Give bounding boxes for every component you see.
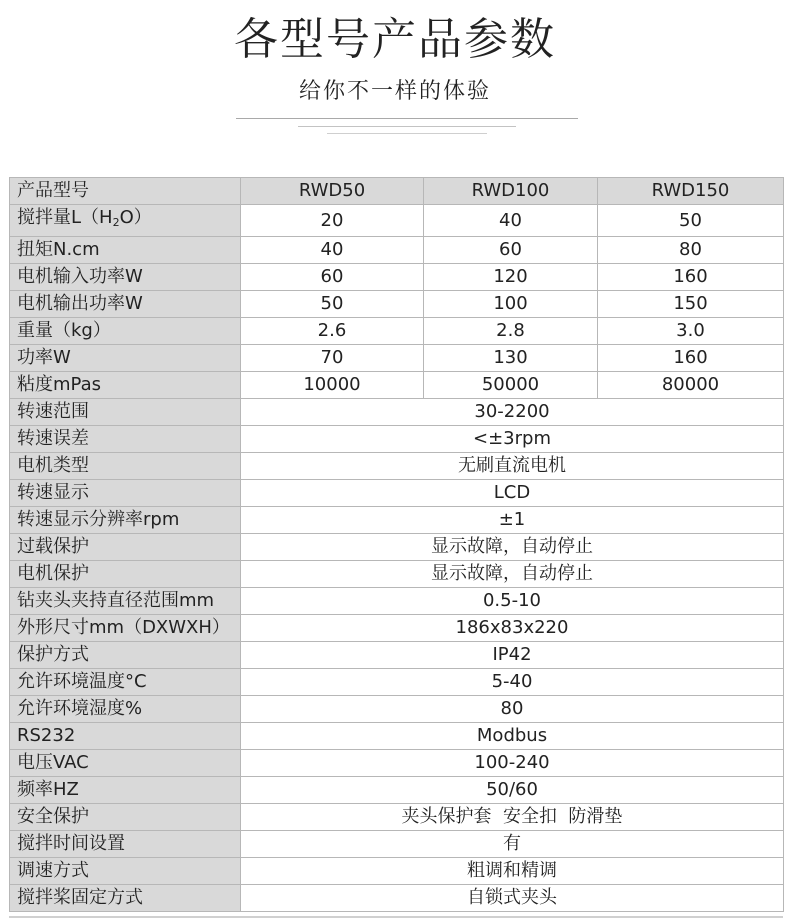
table-row: [10, 696, 784, 723]
row-label: 搅拌时间设置: [10, 831, 241, 858]
row-value: 20: [241, 205, 424, 237]
bottom-divider: [9, 916, 783, 918]
row-value: 80: [598, 237, 784, 264]
row-label: 转速显示: [10, 480, 241, 507]
row-value: 50: [241, 291, 424, 318]
row-label: 电机保护: [10, 561, 241, 588]
table-row: [10, 205, 784, 237]
row-label: RS232: [10, 723, 241, 750]
decorative-divider: [298, 126, 516, 127]
row-value: 80: [241, 696, 784, 723]
row-value: 186x83x220: [241, 615, 784, 642]
row-value: 80000: [598, 372, 784, 399]
row-label: 转速误差: [10, 426, 241, 453]
row-value: 60: [424, 237, 598, 264]
row-value: 150: [598, 291, 784, 318]
row-label: 粘度mPas: [10, 372, 241, 399]
row-value: 粗调和精调: [241, 858, 784, 885]
table-row: [10, 750, 784, 777]
row-value: 3.0: [598, 318, 784, 345]
table-row: [10, 858, 784, 885]
page-subtitle: 给你不一样的体验: [298, 79, 491, 104]
table-row: [10, 372, 784, 399]
row-value: 5-40: [241, 669, 784, 696]
row-label: 搅拌量$L(H_2O)$: [10, 205, 241, 237]
row-value: 40: [241, 237, 424, 264]
row-label: 调速方式: [10, 858, 241, 885]
row-value: Modbus: [241, 723, 784, 750]
row-value: 2.8: [424, 318, 598, 345]
row-value: LCD: [241, 480, 784, 507]
row-label: 电机输出功率W: [10, 291, 241, 318]
row-label: 重量（kg）: [10, 318, 241, 345]
row-value: 130: [424, 345, 598, 372]
table-row: [10, 615, 784, 642]
header-model: RWD50: [241, 178, 424, 205]
table-row: [10, 237, 784, 264]
table-row: [10, 291, 784, 318]
spec-table: [9, 177, 784, 912]
row-value: 50/60: [241, 777, 784, 804]
row-label: 允许环境温度°C: [10, 669, 241, 696]
row-value: 100-240: [241, 750, 784, 777]
table-row: [10, 264, 784, 291]
row-label: 钻夹头夹持直径范围mm: [10, 588, 241, 615]
row-value: 有: [241, 831, 784, 858]
table-row: [10, 804, 784, 831]
header-model: RWD150: [598, 178, 784, 205]
row-value: <±3rpm: [241, 426, 784, 453]
row-value: 160: [598, 345, 784, 372]
table-header-row: [10, 178, 784, 205]
row-label: 过载保护: [10, 534, 241, 561]
table-row: [10, 885, 784, 912]
table-row: [10, 831, 784, 858]
table-row: [10, 777, 784, 804]
row-label: 频率HZ: [10, 777, 241, 804]
row-label: 电机类型: [10, 453, 241, 480]
table-row: [10, 480, 784, 507]
table-row: [10, 723, 784, 750]
table-row: [10, 399, 784, 426]
row-value: 120: [424, 264, 598, 291]
row-value: ±1: [241, 507, 784, 534]
row-value: 50000: [424, 372, 598, 399]
row-value: 50: [598, 205, 784, 237]
row-value: 自锁式夹头: [241, 885, 784, 912]
table-row: [10, 345, 784, 372]
decorative-divider: [236, 118, 578, 119]
row-value: 10000: [241, 372, 424, 399]
table-row: [10, 561, 784, 588]
table-row: [10, 588, 784, 615]
header-model: RWD100: [424, 178, 598, 205]
table-row: [10, 318, 784, 345]
decorative-divider: [327, 133, 487, 134]
row-value: 显示故障，自动停止: [241, 561, 784, 588]
row-label: 电机输入功率W: [10, 264, 241, 291]
table-row: [10, 669, 784, 696]
row-label: 保护方式: [10, 642, 241, 669]
row-value: 30-2200: [241, 399, 784, 426]
row-label: 安全保护: [10, 804, 241, 831]
row-value: 100: [424, 291, 598, 318]
table-row: [10, 507, 784, 534]
page-title: 各型号产品参数: [234, 14, 556, 65]
table-row: [10, 426, 784, 453]
row-value: 60: [241, 264, 424, 291]
row-value: 40: [424, 205, 598, 237]
header-label: 产品型号: [10, 178, 241, 205]
row-value: 70: [241, 345, 424, 372]
row-value: IP42: [241, 642, 784, 669]
row-value: 2.6: [241, 318, 424, 345]
table-row: [10, 534, 784, 561]
table-row: [10, 453, 784, 480]
row-label: 转速显示分辨率rpm: [10, 507, 241, 534]
row-label: 转速范围: [10, 399, 241, 426]
row-value: 160: [598, 264, 784, 291]
row-label: 电压VAC: [10, 750, 241, 777]
row-label: 功率W: [10, 345, 241, 372]
row-value: 夹头保护套 安全扣 防滑垫: [241, 804, 784, 831]
row-label: 搅拌桨固定方式: [10, 885, 241, 912]
row-value: 显示故障，自动停止: [241, 534, 784, 561]
row-value: 无刷直流电机: [241, 453, 784, 480]
row-value: 0.5-10: [241, 588, 784, 615]
row-label: 允许环境湿度%: [10, 696, 241, 723]
row-label: 外形尺寸mm（DXWXH）: [10, 615, 241, 642]
table-row: [10, 642, 784, 669]
row-label: 扭矩N.cm: [10, 237, 241, 264]
